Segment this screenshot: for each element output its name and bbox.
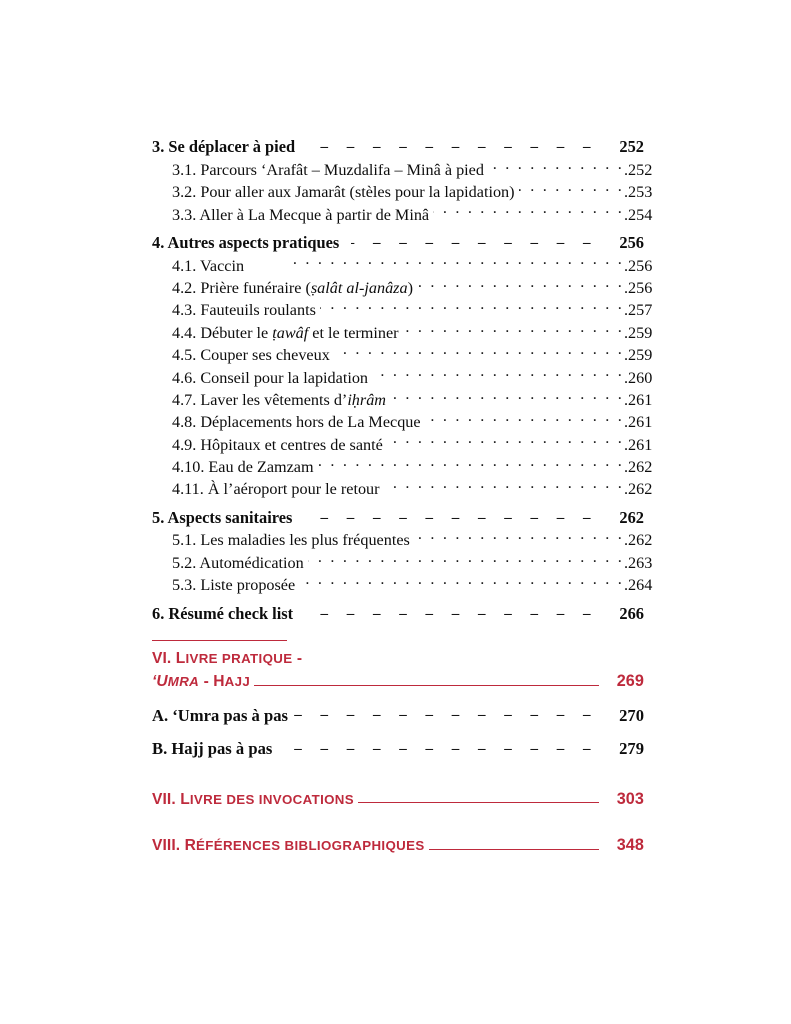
toc-part-vii[interactable] xyxy=(152,788,644,811)
toc-letter-entry[interactable] xyxy=(152,738,644,761)
toc-entry[interactable] xyxy=(152,529,664,551)
toc-entry[interactable] xyxy=(152,389,664,411)
toc-entry-leader xyxy=(488,159,624,175)
toc-entry-transliteration: ṭawâf xyxy=(272,323,309,342)
toc-letter-entries xyxy=(152,704,644,761)
toc-entry-page-number: . 254 xyxy=(624,204,664,226)
toc-entry-label: 3.2. Pour aller aux Jamarât (stèles pour la lapidation) xyxy=(172,183,515,202)
toc-entry[interactable] xyxy=(152,159,664,181)
toc-entry-label: 3.1. Parcours ‘Arafât – Muzdalifa – Minâ à pied xyxy=(172,160,484,179)
part-vi-line-2 xyxy=(152,670,644,693)
toc-letter-entry-page-number: 270 xyxy=(619,705,644,725)
toc-entry-label: 4.8. Déplacements hors de La Mecque xyxy=(172,413,421,432)
toc-entry[interactable] xyxy=(152,602,644,625)
part-vi-hajj-smallcaps: AJJ xyxy=(224,674,251,690)
toc-numbered-entries xyxy=(152,136,653,625)
part-vi-page-number: 269 xyxy=(616,672,644,691)
toc-entry[interactable] xyxy=(152,136,644,159)
part-vi-umra-prefix: ‘U xyxy=(152,673,168,691)
part-vii-title xyxy=(152,789,354,811)
toc-part-viii[interactable] xyxy=(152,834,644,857)
toc-entry-label: 5.2. Automédication xyxy=(172,553,304,572)
toc-entry-label: 4.6. Conseil pour la lapidation xyxy=(172,368,369,387)
toc-entry-page-number: . 263 xyxy=(624,552,664,574)
toc-entry-page-number: . 264 xyxy=(624,574,664,596)
toc-entry-leader xyxy=(403,322,624,338)
part-vi-title-2 xyxy=(152,670,250,693)
toc-entry-label: 6. Résumé check list xyxy=(152,603,294,623)
toc-entry-page-number: . 256 xyxy=(624,255,664,277)
toc-entry-page-number: . 253 xyxy=(624,181,664,203)
toc-entry-leader xyxy=(305,602,600,618)
toc-entry-label: 4.4. Débuter le ṭawâf et le terminer xyxy=(172,323,399,342)
toc-entry-page-number: 252 xyxy=(619,137,644,157)
toc-entry-label: 4.5. Couper ses cheveux xyxy=(172,346,330,365)
toc-letter-entry-page-number: 279 xyxy=(619,739,644,759)
toc-entry-leader xyxy=(320,299,624,315)
toc-entry-label: 5. Aspects sanitaires xyxy=(152,508,293,528)
toc-entry[interactable] xyxy=(152,344,664,366)
part-viii-page-number: 348 xyxy=(616,835,644,854)
part-viii-leader xyxy=(425,834,602,850)
part-viii-title xyxy=(152,835,425,857)
toc-entry[interactable] xyxy=(152,203,664,225)
toc-entry-leader xyxy=(308,552,624,568)
toc-entry-leader xyxy=(414,529,624,545)
toc-entry-page-number: . 260 xyxy=(624,367,664,389)
part-vi-leader xyxy=(250,670,602,686)
toc-entry-leader xyxy=(433,203,624,219)
toc-entry-label: 4.1. Vaccin xyxy=(172,256,245,275)
toc-letter-entry-label: A. ‘Umra pas à pas xyxy=(152,705,288,725)
toc-entry-label: 4. Autres aspects pratiques xyxy=(152,233,340,253)
toc-part-vi[interactable] xyxy=(152,647,644,693)
part-viii-smallcaps: ÉFÉRENCES BIBLIOGRAPHIQUES xyxy=(196,837,425,853)
toc-entry-leader xyxy=(351,232,600,248)
toc-letter-entry-leader xyxy=(276,738,600,755)
toc-entry-page-number: 256 xyxy=(619,233,644,253)
toc-entry-leader xyxy=(318,456,624,472)
toc-entry-label: 4.9. Hôpitaux et centres de santé xyxy=(172,435,383,454)
toc-entry[interactable] xyxy=(152,299,664,321)
toc-entry-page-number: . 261 xyxy=(624,411,664,433)
toc-entry-leader xyxy=(384,478,624,494)
toc-entry-leader xyxy=(307,136,600,152)
toc-entry-page-number: . 259 xyxy=(624,344,664,366)
toc-entry-leader xyxy=(519,181,624,197)
toc-entry-leader xyxy=(390,389,624,405)
toc-entry-page-number: . 259 xyxy=(624,322,664,344)
toc-entry-page-number: . 262 xyxy=(624,478,664,500)
toc-entry[interactable] xyxy=(152,322,664,344)
toc-entry-label: 5.3. Liste proposée xyxy=(172,576,296,595)
toc-entry-page-number: . 257 xyxy=(624,299,664,321)
part-vii-prefix: VII. L xyxy=(152,790,190,808)
toc-entry[interactable] xyxy=(152,277,664,299)
toc-entry-label-after: et le terminer xyxy=(308,323,399,342)
toc-entry-label: 3.3. Aller à La Mecque à partir de Minâ xyxy=(172,205,430,224)
toc-entry-page-number: . 262 xyxy=(624,529,664,551)
toc-entry[interactable] xyxy=(152,552,664,574)
toc-entry-leader xyxy=(417,277,624,293)
toc-entry-label: 4.10. Eau de Zamzam xyxy=(172,458,314,477)
part-vi-top-rule xyxy=(152,640,287,641)
toc-entry[interactable] xyxy=(152,366,664,388)
toc-entry-transliteration: iḥrâm xyxy=(347,390,386,409)
toc-entry[interactable] xyxy=(152,181,664,203)
part-viii-prefix: VIII. R xyxy=(152,836,197,854)
toc-entry-label: 4.11. À l’aéroport pour le retour xyxy=(172,480,380,499)
toc-list xyxy=(152,136,653,857)
toc-entry-page-number: 262 xyxy=(619,508,644,528)
toc-entry[interactable] xyxy=(152,478,664,500)
toc-entry[interactable] xyxy=(152,433,664,455)
toc-entry-page-number: . 261 xyxy=(624,434,664,456)
toc-entry-page-number: . 252 xyxy=(624,159,664,181)
part-vi-suffix: - xyxy=(292,650,303,668)
toc-entry[interactable] xyxy=(152,456,664,478)
part-vii-page-number: 303 xyxy=(616,789,644,808)
toc-letter-entry-leader xyxy=(292,704,600,721)
toc-entry-transliteration: ṣalât al-janâza xyxy=(310,278,408,297)
toc-entry-leader xyxy=(425,411,624,427)
toc-entry[interactable] xyxy=(152,232,644,255)
part-vi-mid: - H xyxy=(199,673,225,691)
toc-entry-page-number: . 262 xyxy=(624,456,664,478)
part-vi-smallcaps: IVRE PRATIQUE xyxy=(185,651,293,667)
toc-entry-page-number: 266 xyxy=(619,603,644,623)
part-vii-leader xyxy=(354,788,602,804)
toc-entry-page-number: . 261 xyxy=(624,389,664,411)
toc-entry-leader xyxy=(248,254,624,270)
toc-letter-entry[interactable] xyxy=(152,704,644,727)
part-vi-umra-smallcaps: MRA xyxy=(167,674,200,690)
toc-entry-label: 4.2. Prière funéraire (ṣalât al-janâza) xyxy=(172,278,413,297)
toc-entry-label: 5.1. Les maladies les plus fréquentes xyxy=(172,531,410,550)
toc-entry-leader xyxy=(304,507,600,523)
toc-entry[interactable] xyxy=(152,411,664,433)
toc-entry-page-number: . 256 xyxy=(624,277,664,299)
toc-entry-label-after: ) xyxy=(407,278,413,297)
toc-entry-label: 3. Se déplacer à pied xyxy=(152,137,296,157)
toc-entry-leader xyxy=(334,344,624,360)
toc-entry[interactable] xyxy=(152,574,664,596)
part-vii-smallcaps: IVRE DES INVOCATIONS xyxy=(189,791,354,807)
part-vi-prefix: VI. L xyxy=(152,650,186,668)
toc-entry-label: 4.3. Fauteuils roulants xyxy=(172,301,316,320)
toc-entry-leader xyxy=(299,574,624,590)
toc-entry-leader xyxy=(372,366,624,382)
toc-entry-label: 4.7. Laver les vêtements d’iḥrâm xyxy=(172,390,386,409)
toc-entry[interactable] xyxy=(152,507,644,530)
toc-entry[interactable] xyxy=(152,254,664,276)
part-vi-line-1 xyxy=(152,647,644,670)
toc-letter-entry-label: B. Hajj pas à pas xyxy=(152,739,273,759)
toc-entry-leader xyxy=(387,433,624,449)
